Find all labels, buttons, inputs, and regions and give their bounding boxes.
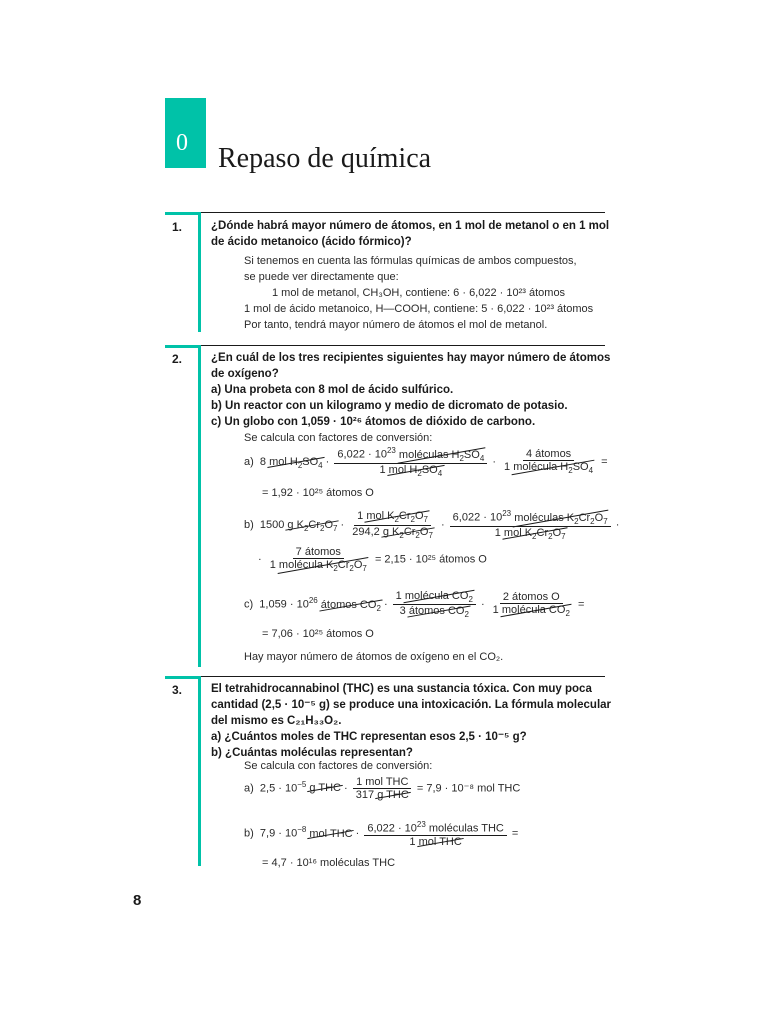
answer-text: Si tenemos en cuenta las fórmulas químicas de ambos compuestos, se puede ver directamente que: 1 mol de metanol, CH₃OH, contiene: 6 · 6,022 · 10²³ átomos 1 mol de ácido metanoico, H—COOH, contiene: 5 · 6,022 · 10²³ átomos Por tanto, tendrá mayor número de átomos el mol de metanol. — [244, 255, 594, 331]
calc-3b: b) $7,9 \cdot 10^{-8}$ mol THC · $\frac{6,022 \cdot 10^{23} moléculas THC}{\text{1 mol THC}}$ = — [244, 820, 519, 848]
question-number: 2. — [172, 352, 183, 366]
question-text: El tetrahidrocannabinol (THC) es una sustancia tóxica. Con muy poca cantidad (2,5 · 10⁻⁵ g) se produce una intoxicación. La fórmula molecular del mismo es C₂₁H₃₃O₂. a) ¿Cuántos moles de THC representan esos 2,5 · 10⁻⁵ g? b) ¿Cuántas moléculas representan? — [211, 683, 612, 759]
question-text: ¿Dónde habrá mayor número de átomos, en 1 mol de metanol o en 1 mol de ácido metanoico (ácido fórmico)? — [211, 220, 610, 248]
calc-2c: c) $1,059 \cdot 10^{26}$ átomos $CO_2$ · $\frac{1 molécula CO_2}{3 átomos CO_2}$ · $\frac{\text{2 átomos O}}{1 molécula CO_2}$ = — [244, 590, 585, 620]
accent-tab-q2 — [165, 345, 201, 348]
accent-line-q2 — [198, 345, 201, 667]
question-text: ¿En cuál de los tres recipientes siguientes hay mayor número de átomos de oxígeno? a) Una probeta con 8 mol de ácido sulfúrico. b) Un reactor con un kilogramo y medio de dicromato de potasio. c) Un globo con 1,059 · 10²⁶ átomos de dióxido de carbono. — [211, 352, 611, 428]
result-2b: = 2,15 · 10²⁵ átomos O — [374, 553, 487, 566]
method-intro: Se calcula con factores de conversión: — [244, 432, 433, 444]
accent-tab-q1 — [165, 212, 201, 215]
calc-3a: a) $2,5 \cdot 10^{-5}$ g THC · $\frac{\text{1 mol THC}}{\text{317 g THC}}$ = 7,9 · 10⁻⁸ mol THC — [244, 776, 521, 801]
chapter-number: 0 — [176, 130, 188, 156]
calc-2b-cont: · $\frac{\text{7 átomos}}{1 molécula K_2Cr_2O_7}$ = 2,15 · 10²⁵ átomos O — [258, 546, 487, 574]
result-3a: = 7,9 · 10⁻⁸ mol THC — [416, 782, 521, 795]
accent-line-q1 — [198, 212, 201, 332]
result-3b: = 4,7 · 10¹⁶ moléculas THC — [262, 857, 396, 869]
method-intro: Se calcula con factores de conversión: — [244, 760, 433, 772]
separator-q3 — [165, 676, 605, 677]
calc-2a: a) 8 mol $H_2SO_4$ · $\frac{6,022 \cdot 10^{23} moléculas H_2SO_4}{1 mol H_2SO_4}$ · $\frac{\text{4 átomos}}{1 molécula H_2SO_4}$ = — [244, 446, 608, 479]
conclusion: Hay mayor número de átomos de oxígeno en el CO₂. — [244, 651, 504, 663]
calc-2b: b) 1500 g $K_2Cr_2O_7$ · $\frac{1 mol K_2Cr_2O_7}{294,2 g K_2Cr_2O_7}$ · $\frac{6,022 \cdot 10^{23} moléculas K_2Cr_2O_7}{1 mol K_2Cr_2O_7}$ · — [244, 509, 620, 542]
result-2a: = 1,92 · 10²⁵ átomos O — [262, 487, 374, 499]
separator-q2 — [165, 345, 605, 346]
question-number: 1. — [172, 220, 183, 234]
top-rule — [165, 212, 605, 213]
question-number: 3. — [172, 683, 183, 697]
accent-line-q3 — [198, 676, 201, 866]
page-number: 8 — [133, 892, 142, 909]
accent-tab-q3 — [165, 676, 201, 679]
result-2c: = 7,06 · 10²⁵ átomos O — [262, 628, 374, 640]
chapter-title: Repaso de química — [218, 143, 432, 174]
